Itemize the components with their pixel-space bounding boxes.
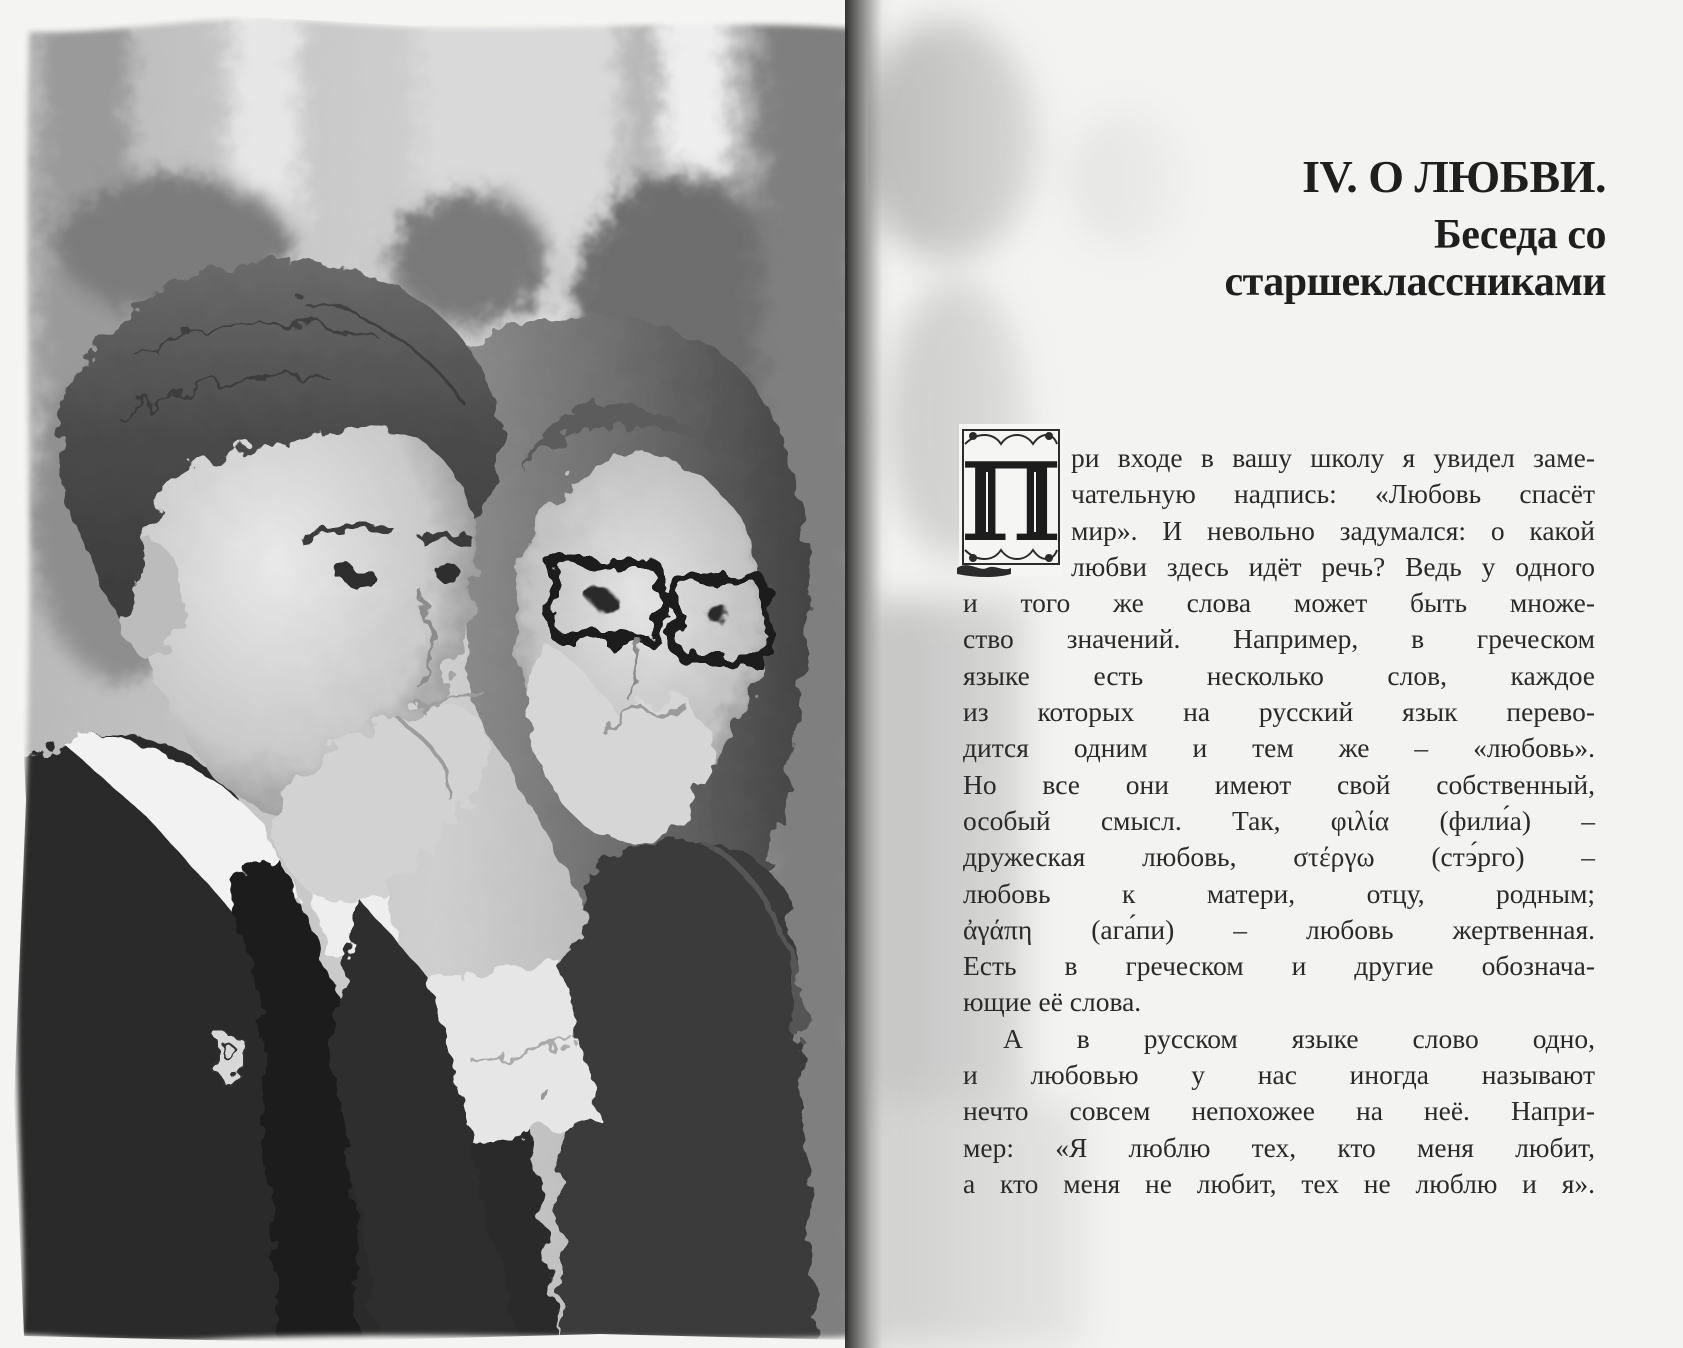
text-line: любовь к матери, отцу, родным;	[963, 877, 1595, 909]
text-line: и того же слова может быть множе-	[963, 587, 1595, 619]
chapter-title: IV. О ЛЮБВИ.	[1302, 151, 1606, 202]
text-line: мер: «Я люблю тех, кто меня любит,	[963, 1131, 1595, 1163]
text-line: любви здесь идёт речь? Ведь у одного	[1071, 550, 1595, 582]
text-line: А в русском языке слово одно,	[1003, 1022, 1595, 1054]
drop-cap-letter: П	[960, 440, 1062, 566]
text-line: и любовью у нас иногда называют	[963, 1059, 1595, 1091]
text-line: чательную надпись: «Любовь спасёт	[1071, 478, 1595, 510]
text-line: дружеская любовь, στέργω (стэ́рго) –	[963, 841, 1595, 873]
text-line: из которых на русский язык перево-	[963, 696, 1595, 728]
text-line: ἀγάπη (ага́пи) – любовь жертвенная.	[963, 913, 1595, 945]
chapter-subtitle: Беседа со старшеклассниками	[1224, 212, 1606, 305]
text-line: дится одним и тем же – «любовь».	[963, 732, 1595, 764]
text-line: ющие её слова.	[963, 986, 1142, 1018]
body-text	[963, 440, 1595, 1202]
text-line: языке есть несколько слов, каждое	[963, 659, 1595, 691]
text-line: мир». И невольно задумался: о какой	[1071, 514, 1595, 546]
text-line: а кто меня не любит, тех не люблю и я».	[963, 1167, 1595, 1199]
text-line: Но все они имеют свой собственный,	[963, 768, 1595, 800]
text-line: нечто совсем непохожее на неё. Напри-	[963, 1095, 1595, 1127]
text-line: особый смысл. Так, φιλία (фили́а) –	[963, 804, 1595, 836]
text-line: ри входе в вашу школу я увидел заме-	[1071, 442, 1595, 473]
text-page	[868, 0, 1683, 1348]
text-line: ство значений. Например, в греческом	[963, 623, 1595, 655]
text-line: Есть в греческом и другие обознача-	[963, 950, 1595, 982]
